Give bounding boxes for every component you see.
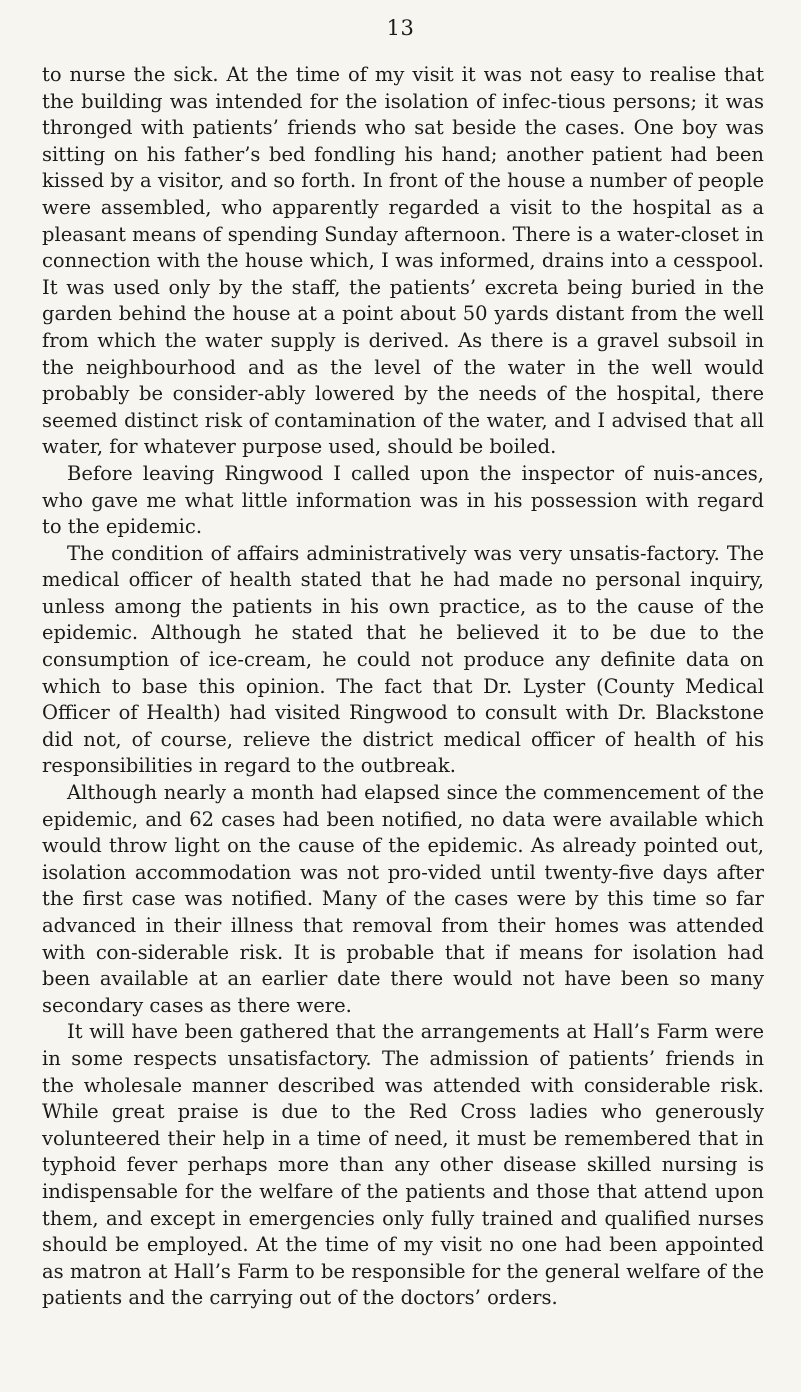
paragraph-administrative-condition: The condition of affairs administratively was very unsatis-factory. The medical officer of health stated that he had made no personal inquiry, unless among the patients in his own practice, as to the cause of the epidemic. Although he stated that he believed it to be due to the consumption of ice-cream, he could not produce any definite data on which to base this opinion. The fact that Dr. Lyster (County Medical Officer of Health) had visited Ringwood to consult with Dr. Blackstone did not, of course, relieve the district medical officer of health of his responsibilities in regard to the outbreak. xyxy=(42,541,764,778)
paragraph-halls-farm-arrangements: It will have been gathered that the arrangements at Hall’s Farm were in some respects unsatisfactory. The admission of patients’ friends in the wholesale manner described was attended with considerable risk. While great praise is due to the Red Cross ladies who generously volunteered their help in a time of need, it must be remembered that in typhoid fever perhaps more than any other disease skilled nursing is indispensable for the welfare of the patients and those that attend upon them, and except in emergencies only fully trained and qualified nurses should be employed. At the time of my visit no one had been appointed as matron at Hall’s Farm to be responsible for the general welfare of the patients and the carrying out of the doctors’ orders. xyxy=(42,1020,764,1310)
body-text xyxy=(42,62,764,1312)
paragraph-isolation-hospital: to nurse the sick. At the time of my visit it was not easy to realise that the building was intended for the isolation of infec-tious persons; it was thronged with patients’ friends who sat beside the cases. One boy was sitting on his father’s bed fondling his hand; another patient had been kissed by a visitor, and so forth. In front of the house a number of people were assembled, who apparently regarded a visit to the hospital as a pleasant means of spending Sunday afternoon. There is a water-closet in connection with the house which, I was informed, drains into a cesspool. It was used only by the staff, the patients’ excreta being buried in the garden behind the house at a point about 50 yards distant from the well from which the water supply is derived. As there is a gravel subsoil in the neighbourhood and as the level of the water in the well would probably be consider-ably lowered by the needs of the hospital, there seemed distinct risk of contamination of the water, and I advised that all water, for whatever purpose used, should be boiled. xyxy=(42,63,764,459)
paragraph-inspector-of-nuisances: Before leaving Ringwood I called upon the inspector of nuis-ances, who gave me what little information was in his possession with regard to the epidemic. xyxy=(42,461,764,539)
paragraph-delay-in-isolation: Although nearly a month had elapsed since the commencement of the epidemic, and 62 cases had been notified, no data were available which would throw light on the cause of the epidemic. As already pointed out, isolation accommodation was not pro-vided until twenty-five days after the first case was notified. Many of the cases were by this time so far advanced in their illness that removal from their homes was attended with con-siderable risk. It is probable that if means for isolation had been available at an earlier date there would not have been so many secondary cases as there were. xyxy=(42,781,764,1017)
page-number: 13 xyxy=(386,16,415,40)
